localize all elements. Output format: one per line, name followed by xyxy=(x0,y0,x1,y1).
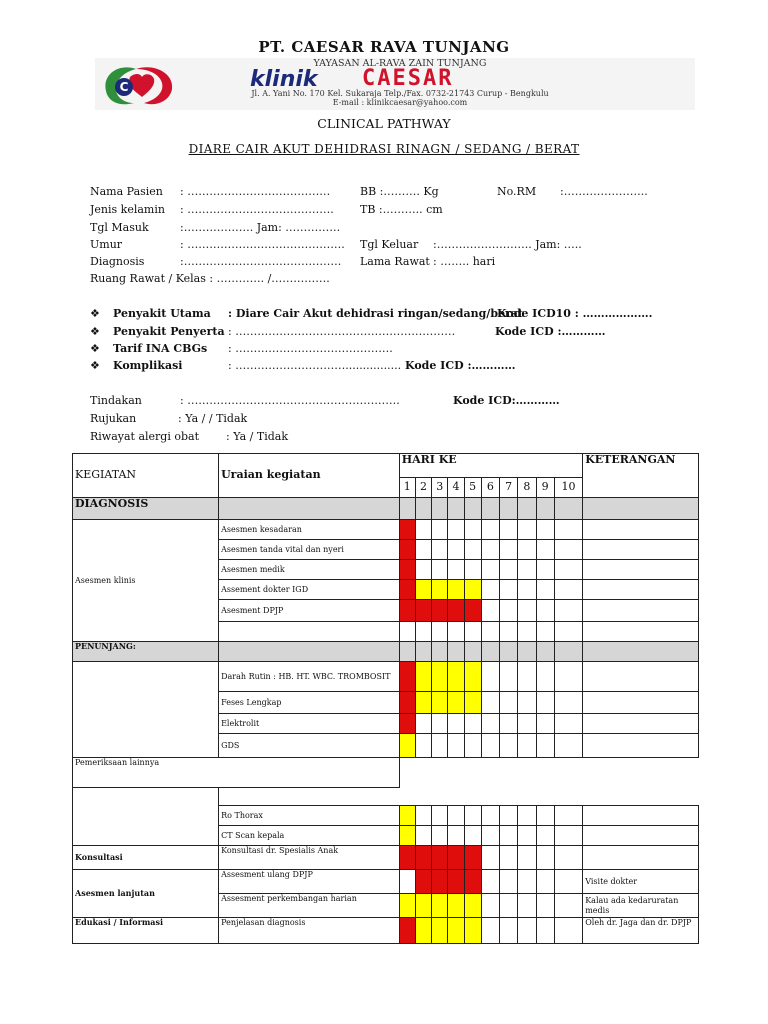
schedule-mark-yellow xyxy=(399,894,415,918)
schedule-mark-red xyxy=(399,520,415,540)
schedule-mark-yellow xyxy=(432,662,448,692)
jk-label: Jenis kelamin xyxy=(90,203,165,216)
edukasi-label: Edukasi / Informasi xyxy=(73,918,219,944)
keterangan-cell: Kalau ada kedaruratan medis xyxy=(583,894,699,918)
diamond-bullet-icon: ❖ xyxy=(90,325,100,338)
day-header: 8 xyxy=(518,478,536,498)
pemeriksaan-lainnya-label: Pemeriksaan lainnya xyxy=(73,758,400,788)
activity-item: Darah Rutin : HB. HT. WBC. TROMBOSIT xyxy=(219,662,400,692)
day-header: 2 xyxy=(415,478,431,498)
tglkeluar-label: Tgl Keluar xyxy=(360,238,419,251)
schedule-mark-red xyxy=(399,600,415,622)
activity-item: CT Scan kepala xyxy=(219,826,400,846)
kode-icd-tindakan-field[interactable]: Kode ICD:………… xyxy=(453,394,560,407)
schedule-mark-yellow xyxy=(415,692,431,714)
schedule-mark-red xyxy=(399,918,415,944)
activity-item: Asesment DPJP xyxy=(219,600,400,622)
activity-item: Ro Thorax xyxy=(219,806,400,826)
schedule-mark-yellow xyxy=(464,662,481,692)
schedule-mark-yellow xyxy=(448,692,464,714)
clinic-word: CAESAR xyxy=(362,66,454,91)
document-subtitle: DIARE CAIR AKUT DEHIDRASI RINAGN / SEDANG / BERAT xyxy=(188,142,580,156)
activity-item: Elektrolit xyxy=(219,714,400,734)
jk-field[interactable]: : …………………………………. xyxy=(180,203,334,216)
activity-item: Assement dokter IGD xyxy=(219,580,400,600)
klinik-word: klinik xyxy=(250,67,318,92)
penyakit-utama-value: : Diare Cair Akut dehidrasi ringan/sedang/berat xyxy=(228,307,524,320)
col-uraian-header: Uraian kegiatan xyxy=(219,454,400,498)
komplikasi-field[interactable]: : …………………………................ xyxy=(228,359,402,372)
umur-field[interactable]: : ……………………………………. xyxy=(180,238,345,251)
nama-field[interactable]: : ………………………………… xyxy=(180,185,331,198)
tglmasuk-label: Tgl Masuk xyxy=(90,221,149,234)
ruang-field[interactable]: Ruang Rawat / Kelas : …………. /……………. xyxy=(90,272,330,285)
activity-item: Asesmen medik xyxy=(219,560,400,580)
activity-item: GDS xyxy=(219,734,400,758)
day-header: 3 xyxy=(432,478,448,498)
schedule-mark-red xyxy=(415,870,431,894)
day-header: 1 xyxy=(399,478,415,498)
rujukan-label: Rujukan xyxy=(90,412,137,425)
schedule-mark-red xyxy=(399,714,415,734)
yayasan-name: YAYASAN AL-RAVA ZAIN TUNJANG xyxy=(313,58,487,69)
activity-item: Konsultasi dr. Spesialis Anak xyxy=(219,846,400,870)
alergi-label: Riwayat alergi obat xyxy=(90,430,200,443)
day-header: 4 xyxy=(448,478,464,498)
keterangan-cell: Visite dokter xyxy=(583,870,699,894)
norm-field[interactable]: :………………….. xyxy=(560,185,648,198)
schedule-mark-red xyxy=(464,846,481,870)
day-header: 7 xyxy=(500,478,518,498)
schedule-mark-red xyxy=(448,870,464,894)
svg-text:C: C xyxy=(119,80,129,94)
activity-item: Asesmen kesadaran xyxy=(219,520,400,540)
diamond-bullet-icon: ❖ xyxy=(90,359,100,372)
schedule-mark-yellow xyxy=(415,580,431,600)
penyerta-label: Penyakit Penyerta xyxy=(113,325,225,338)
schedule-mark-yellow xyxy=(415,894,431,918)
schedule-mark-yellow xyxy=(399,734,415,758)
umur-label: Umur xyxy=(90,238,123,251)
schedule-mark-red xyxy=(399,560,415,580)
document-title: CLINICAL PATHWAY xyxy=(317,116,451,131)
clinic-email: E-mail : klinikcaesar@yahoo.com xyxy=(332,98,468,107)
clinic-logo-icon xyxy=(100,61,178,107)
penyerta-field[interactable]: : …………………………………………………… xyxy=(228,325,456,338)
company-name: PT. CAESAR RAVA TUNJANG xyxy=(258,38,510,56)
section-diagnosis: DIAGNOSIS xyxy=(73,498,219,520)
diagnosis-field[interactable]: :……………………………………. xyxy=(180,255,342,268)
komplikasi-label: Komplikasi xyxy=(113,359,183,372)
schedule-mark-red xyxy=(399,846,415,870)
schedule-mark-yellow xyxy=(464,580,481,600)
activity-item: Assesment perkembangan harian xyxy=(219,894,400,918)
schedule-mark-red xyxy=(399,540,415,560)
activity-item: Asesmen tanda vital dan nyeri xyxy=(219,540,400,560)
activity-item: Assesment ulang DPJP xyxy=(219,870,400,894)
section-penunjang: PENUNJANG: xyxy=(73,642,219,662)
schedule-mark-red xyxy=(415,846,431,870)
tindakan-field[interactable]: : …………………………………………………. xyxy=(180,394,400,407)
schedule-mark-red xyxy=(415,600,431,622)
schedule-mark-yellow xyxy=(448,662,464,692)
diagnosis-label: Diagnosis xyxy=(90,255,145,268)
schedule-mark-yellow xyxy=(448,580,464,600)
tindakan-label: Tindakan xyxy=(90,394,142,407)
diamond-bullet-icon: ❖ xyxy=(90,342,100,355)
konsultasi-label: Konsultasi xyxy=(73,846,219,870)
schedule-mark-yellow xyxy=(399,806,415,826)
penyakit-utama-label: Penyakit Utama xyxy=(113,307,211,320)
schedule-mark-yellow xyxy=(448,918,464,944)
schedule-mark-yellow xyxy=(415,918,431,944)
nama-label: Nama Pasien xyxy=(90,185,163,198)
tarif-label: Tarif INA CBGs xyxy=(113,342,208,355)
schedule-mark-yellow xyxy=(432,918,448,944)
clinic-address: Jl. A. Yani No. 170 Kel. Sukaraja Telp./Fax. 0732-21743 Curup - Bengkulu xyxy=(251,89,549,98)
schedule-mark-yellow xyxy=(432,580,448,600)
schedule-mark-red xyxy=(399,662,415,692)
schedule-mark-red xyxy=(432,846,448,870)
kode-icd-komplikasi-field[interactable]: Kode ICD :………… xyxy=(405,359,516,372)
col-keterangan-header: KETERANGAN xyxy=(583,454,699,498)
schedule-mark-yellow xyxy=(464,692,481,714)
tglkeluar-field[interactable]: :…………………….. Jam: ….. xyxy=(433,238,582,251)
rujukan-field[interactable]: : Ya / / Tidak xyxy=(178,412,248,425)
asesmen-lanjutan-label: Asesmen lanjutan xyxy=(73,870,219,918)
col-kegiatan-header: KEGIATAN xyxy=(73,454,219,498)
schedule-mark-red xyxy=(448,846,464,870)
lamarawat-label: Lama Rawat xyxy=(360,255,430,268)
schedule-mark-yellow xyxy=(399,826,415,846)
tb-field[interactable]: TB :……….. cm xyxy=(360,203,443,216)
kode-icd-penyerta-field[interactable]: Kode ICD :………… xyxy=(495,325,606,338)
alergi-field[interactable]: : Ya / Tidak xyxy=(226,430,288,443)
keterangan-cell: Oleh dr. Jaga dan dr. DPJP xyxy=(583,918,699,944)
day-header: 10 xyxy=(554,478,582,498)
schedule-mark-red xyxy=(448,600,464,622)
diamond-bullet-icon: ❖ xyxy=(90,307,100,320)
schedule-mark-red xyxy=(432,870,448,894)
schedule-mark-yellow xyxy=(432,692,448,714)
asesmen-klinis-label: Asesmen klinis xyxy=(73,520,219,642)
activity-item: Penjelasan diagnosis xyxy=(219,918,400,944)
tarif-field[interactable]: : ……………………………………. xyxy=(228,342,393,355)
schedule-mark-red xyxy=(432,600,448,622)
pathway-table xyxy=(72,453,699,944)
schedule-mark-red xyxy=(399,580,415,600)
lamarawat-field[interactable]: : …….. hari xyxy=(433,255,496,268)
schedule-mark-yellow xyxy=(448,894,464,918)
day-header: 9 xyxy=(536,478,554,498)
bb-field[interactable]: BB :………. Kg xyxy=(360,185,439,198)
day-header: 6 xyxy=(481,478,499,498)
schedule-mark-yellow xyxy=(464,918,481,944)
col-hari-header: HARI KE xyxy=(399,454,583,478)
schedule-mark-red xyxy=(464,600,481,622)
day-header: 5 xyxy=(464,478,481,498)
schedule-mark-yellow xyxy=(415,662,431,692)
norm-label: No.RM xyxy=(497,185,537,198)
schedule-mark-yellow xyxy=(432,894,448,918)
activity-item: Feses Lengkap xyxy=(219,692,400,714)
schedule-mark-red xyxy=(464,870,481,894)
kode-icd10-field[interactable]: Kode ICD10 : ………………. xyxy=(497,307,653,320)
schedule-mark-red xyxy=(399,692,415,714)
tglmasuk-field[interactable]: :………………. Jam: …………… xyxy=(180,221,341,234)
schedule-mark-yellow xyxy=(464,894,481,918)
